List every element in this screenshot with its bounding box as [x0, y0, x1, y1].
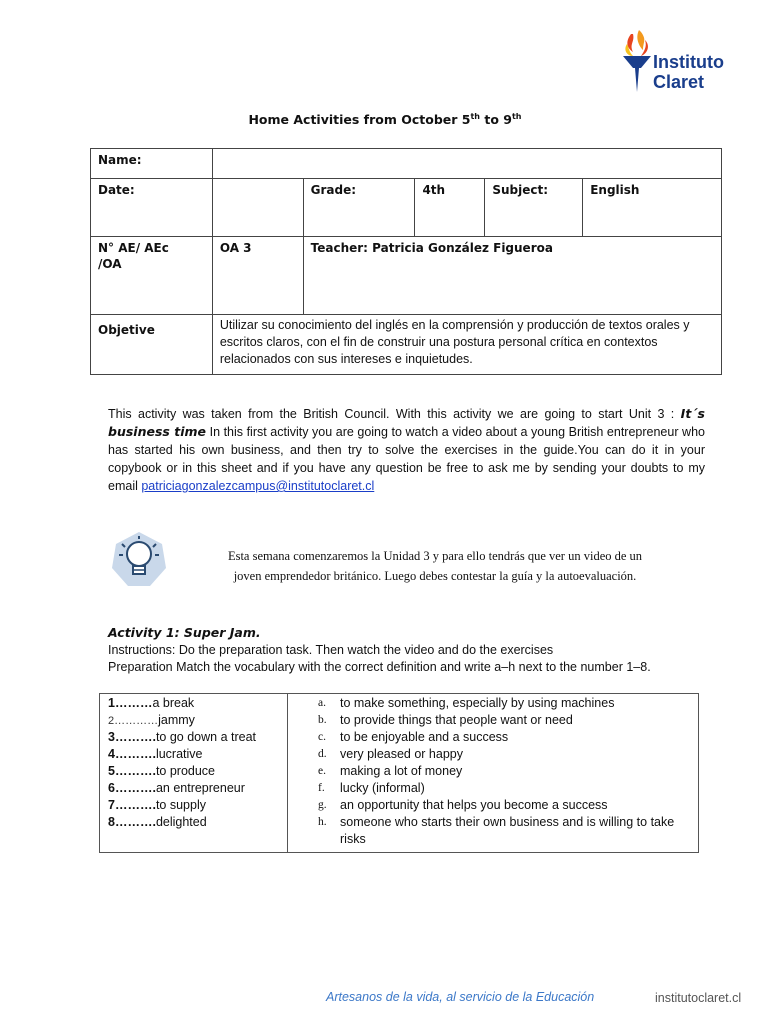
date-field[interactable] — [212, 179, 303, 237]
vocab-word: to produce — [155, 764, 216, 778]
definition-item — [296, 695, 694, 712]
vocab-word: to go down a treat — [155, 730, 257, 744]
vocab-item — [108, 814, 283, 831]
definition-text: to make something, especially by using machines — [340, 696, 615, 710]
ae-value: OA 3 — [212, 237, 303, 315]
vocab-item — [108, 780, 283, 797]
definition-text: to be enjoyable and a success — [340, 730, 509, 744]
activity-instructions: Instructions: Do the preparation task. Then watch the video and do the exercises Preparation Match the vocabulary with the correct definition and write a–h next to the number 1–8. — [108, 643, 651, 674]
email-link[interactable]: patriciagonzalezcampus@institutoclaret.cl — [141, 479, 375, 493]
date-label: Date: — [91, 179, 213, 237]
vocabulary-table — [99, 693, 699, 853]
definition-text: someone who starts their own business and is willing to take risks — [340, 815, 675, 846]
grade-label: Grade: — [303, 179, 415, 237]
objective-text: Utilizar su conocimiento del inglés en la comprensión y producción de textos orales y escritos claros, con el fin de construir una postura personal crítica en contextos relacionados con sus intereses e inquietudes. — [212, 315, 721, 375]
definition-text: lucky (informal) — [340, 781, 425, 795]
vocab-item — [108, 797, 283, 814]
definition-item — [296, 712, 694, 729]
unit-title: It´s business time — [108, 406, 705, 439]
definition-text: an opportunity that helps you become a success — [340, 798, 608, 812]
vocab-number[interactable]: 2………… — [108, 715, 159, 727]
definition-item — [296, 814, 694, 848]
name-label: Name: — [91, 149, 213, 179]
logo-line-2: Claret — [653, 72, 705, 92]
vocab-number[interactable]: 4………. — [108, 747, 156, 761]
vocabulary-words — [100, 694, 288, 853]
vocab-item — [108, 746, 283, 763]
subject-label: Subject: — [485, 179, 583, 237]
vocab-word: an entrepreneur — [155, 781, 245, 795]
vocab-word: delighted — [155, 815, 207, 829]
subject-value: English — [583, 179, 722, 237]
vocab-item — [108, 712, 283, 729]
vocab-number[interactable]: 6………. — [108, 781, 156, 795]
footer-motto: Artesanos de la vida, al servicio de la Educación — [326, 990, 595, 1004]
teacher-label: Teacher: Patricia González Figueroa — [303, 237, 721, 315]
vocab-word: to supply — [155, 798, 206, 812]
grade-value: 4th — [415, 179, 485, 237]
vocab-word: a break — [152, 696, 195, 710]
vocab-number[interactable]: 1……… — [108, 696, 153, 710]
definition-text: to provide things that people want or need — [340, 713, 573, 727]
vocab-word: lucrative — [155, 747, 203, 761]
institute-logo — [617, 28, 757, 98]
vocab-item — [108, 695, 283, 712]
vocab-number[interactable]: 5………. — [108, 764, 156, 778]
definition-item — [296, 780, 694, 797]
activity-title: Activity 1: Super Jam. — [108, 625, 261, 640]
vocab-number[interactable]: 7………. — [108, 798, 156, 812]
vocab-number[interactable]: 3………. — [108, 730, 156, 744]
definition-letter: h. — [318, 816, 327, 828]
info-table — [90, 148, 722, 375]
name-field[interactable] — [212, 149, 721, 179]
vocab-item — [108, 763, 283, 780]
definition-item — [296, 729, 694, 746]
definition-letter: b. — [318, 714, 327, 726]
vocab-word: jammy — [158, 713, 195, 727]
footer-site: institutoclaret.cl — [655, 991, 742, 1005]
vocab-number[interactable]: 8………. — [108, 815, 156, 829]
definition-text: making a lot of money — [340, 764, 463, 778]
torch-icon — [617, 28, 657, 94]
definition-item — [296, 763, 694, 780]
vocabulary-definitions — [288, 694, 699, 853]
page-title: Home Activities from October 5th to 9th — [248, 112, 522, 128]
spanish-note: Esta semana comenzaremos la Unidad 3 y para ello tendrás que ver un video de un joven emprendedor británico. Luego debes contestar la guía y la autoevaluación. — [227, 549, 643, 583]
definition-letter: f. — [318, 782, 325, 794]
definition-text: very pleased or happy — [340, 747, 463, 761]
objective-label: Objetive — [91, 315, 213, 375]
lightbulb-icon — [110, 530, 168, 590]
definition-letter: d. — [318, 748, 327, 760]
definition-item — [296, 746, 694, 763]
definition-letter: e. — [318, 765, 326, 777]
definition-letter: a. — [318, 697, 326, 709]
ae-label: N° AE/ AEc /OA — [91, 237, 213, 315]
vocab-item — [108, 729, 283, 746]
definition-item — [296, 797, 694, 814]
logo-line-1: Instituto — [653, 52, 724, 72]
definition-letter: c. — [318, 731, 326, 743]
intro-paragraph: This activity was taken from the British Council. With this activity we are going to start Unit 3 : It´s business time In this first activity you are going to watch a video about a young British entrepreneur who has started his own business, and then try to solve the exercises in the guide.You can do it in your copybook or in this sheet and if you have any question be free to ask me by sending your doubts to my email patriciagonzalezcampus@institutoclaret.cl — [108, 406, 705, 493]
definition-letter: g. — [318, 799, 327, 811]
